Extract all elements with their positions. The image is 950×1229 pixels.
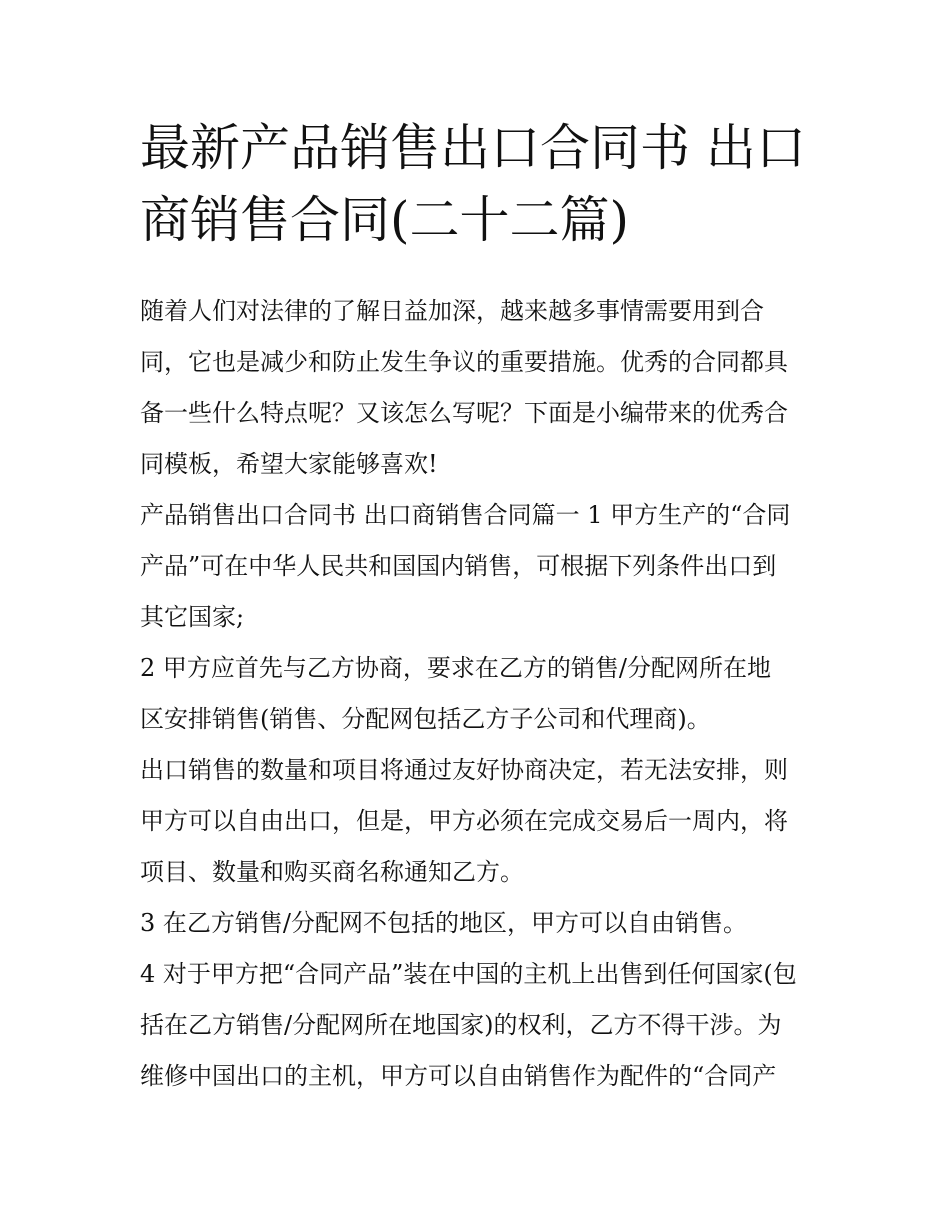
body-line: 产品销售出口合同书 出口商销售合同篇一 1 甲方生产的“合同 bbox=[140, 501, 791, 529]
body-line: 同，它也是减少和防止发生争议的重要措施。优秀的合同都具 bbox=[140, 348, 788, 376]
body-line: 随着人们对法律的了解日益加深，越来越多事情需要用到合 bbox=[140, 297, 764, 325]
body-line: 产品”可在中华人民共和国国内销售，可根据下列条件出口到 bbox=[140, 552, 777, 580]
body-line: 备一些什么特点呢？又该怎么写呢？下面是小编带来的优秀合 bbox=[140, 399, 788, 427]
title-line: 最新产品销售出口合同书 出口 bbox=[140, 119, 806, 177]
title-line: 商销售合同(二十二篇) bbox=[140, 191, 630, 249]
body-line: 区安排销售(销售、分配网包括乙方子公司和代理商)。 bbox=[140, 705, 711, 733]
body-line: 其它国家; bbox=[140, 603, 245, 631]
body-line: 同模板，希望大家能够喜欢! bbox=[140, 450, 438, 478]
body-line: 项目、数量和购买商名称通知乙方。 bbox=[140, 858, 524, 886]
body-line: 4 对于甲方把“合同产品”装在中国的主机上出售到任何国家(包 bbox=[140, 960, 797, 988]
document-body bbox=[140, 286, 815, 1102]
document-title bbox=[140, 112, 815, 256]
body-line: 括在乙方销售/分配网所在地国家)的权利，乙方不得干涉。为 bbox=[140, 1011, 782, 1039]
body-line: 出口销售的数量和项目将通过友好协商决定，若无法安排，则 bbox=[140, 756, 788, 784]
body-line: 2 甲方应首先与乙方协商，要求在乙方的销售/分配网所在地 bbox=[140, 654, 771, 682]
body-line: 甲方可以自由出口，但是，甲方必须在完成交易后一周内，将 bbox=[140, 807, 788, 835]
body-line: 维修中国出口的主机，甲方可以自由销售作为配件的“合同产 bbox=[140, 1062, 777, 1090]
body-line: 3 在乙方销售/分配网不包括的地区，甲方可以自由销售。 bbox=[140, 909, 747, 937]
document-content bbox=[140, 112, 815, 1102]
